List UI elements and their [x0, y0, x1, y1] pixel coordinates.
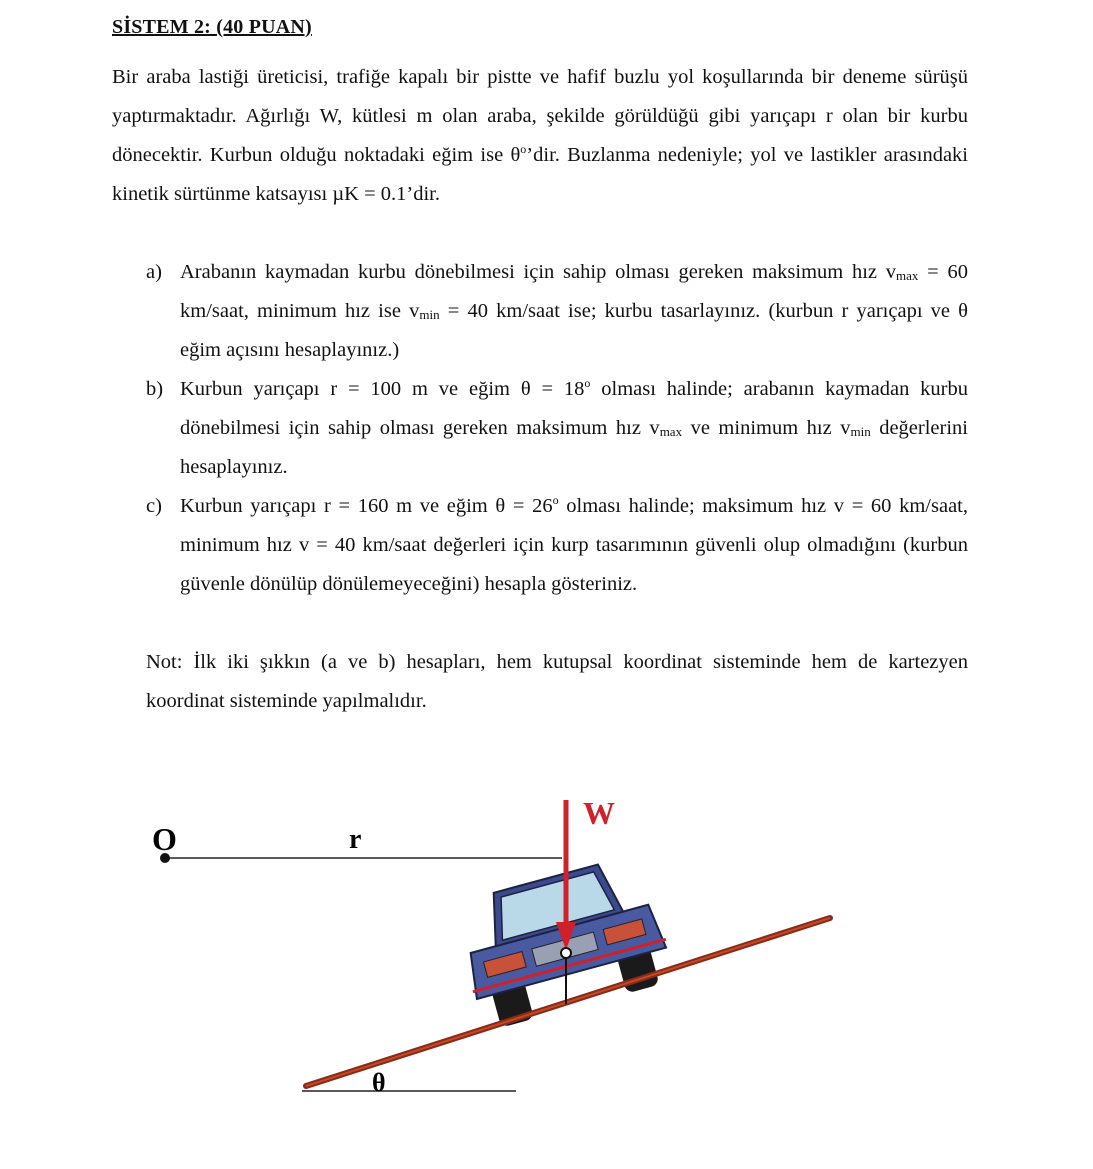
question-c: [146, 487, 968, 604]
question-c-marker: c): [146, 495, 162, 517]
label-w: W: [583, 795, 615, 831]
question-b-sub-min: min: [850, 424, 871, 439]
question-b-sub-max: max: [659, 424, 683, 439]
question-a: [146, 253, 968, 370]
question-list: [146, 253, 968, 604]
question-c-text-1: Kurbun yarıçapı r = 160 m ve eğim θ = 26: [180, 495, 553, 517]
question-c-text-2: olması halinde; maksimum hız v = 60 km/saat, minimum hız v = 40 km/saat değerleri için kurp tasarımının güvenli olup olmadığını (kurbun güvenle dönülüp dönülemeyeceğini) hesapla gösteriniz.: [180, 495, 968, 595]
question-b-text-1: Kurbun yarıçapı r = 100 m ve eğim θ = 18: [180, 378, 585, 400]
label-r: r: [349, 824, 362, 855]
question-a-text-1: Arabanın kaymadan kurbu dönebilmesi için sahip olması gereken maksimum hız v: [180, 261, 897, 283]
question-a-sub-min: min: [419, 307, 440, 322]
question-b-marker: b): [146, 378, 164, 400]
label-o: O: [152, 821, 177, 857]
question-b-text-3: ve minimum hız v: [682, 417, 851, 439]
question-a-marker: a): [146, 261, 162, 283]
question-b-text-2: olması halinde; arabanın kaymadan kurbu dönebilmesi için sahip olması gereken maksimum hız v: [180, 378, 968, 439]
center-of-mass: [561, 948, 571, 958]
intro-paragraph: [112, 58, 968, 214]
intro-tail: ’dir. Buzlanma nedeniyle; yol ve lastikler arasındaki kinetik sürtünme katsayısı µK = 0.1’dir.: [112, 144, 968, 205]
question-b-degree: o: [584, 376, 591, 390]
question-a-text-3: = 40 km/saat ise; kurbu tasarlayınız. (kurbun r yarıçapı ve θ eğim açısını hesaplayınız.): [180, 300, 969, 361]
section-title: SİSTEM 2: (40 PUAN): [112, 16, 312, 38]
question-a-text-2: = 60 km/saat, minimum hız ise v: [180, 261, 968, 322]
intro-degree: o: [520, 142, 527, 156]
banked-curve-figure: [0, 760, 1093, 1169]
question-c-degree: o: [552, 493, 559, 507]
label-theta: θ: [372, 1068, 386, 1097]
note-paragraph: Not: İlk iki şıkkın (a ve b) hesapları, hem kutupsal koordinat sisteminde hem de kartezyen koordinat sisteminde yapılmalıdır.: [146, 651, 968, 712]
intro-text: Bir araba lastiği üreticisi, trafiğe kapalı bir pistte ve hafif buzlu yol koşullarında bir deneme sürüşü yaptırmaktadır. Ağırlığı W, kütlesi m olan araba, şekilde görüldüğü gibi yarıçapı r olan bir kurbu dönecektir. Kurbun olduğu noktadaki eğim ise θ: [112, 66, 968, 166]
question-b: [146, 370, 968, 487]
question-a-sub-max: max: [896, 268, 919, 283]
question-b-text-4: değerlerini hesaplayınız.: [180, 417, 968, 478]
